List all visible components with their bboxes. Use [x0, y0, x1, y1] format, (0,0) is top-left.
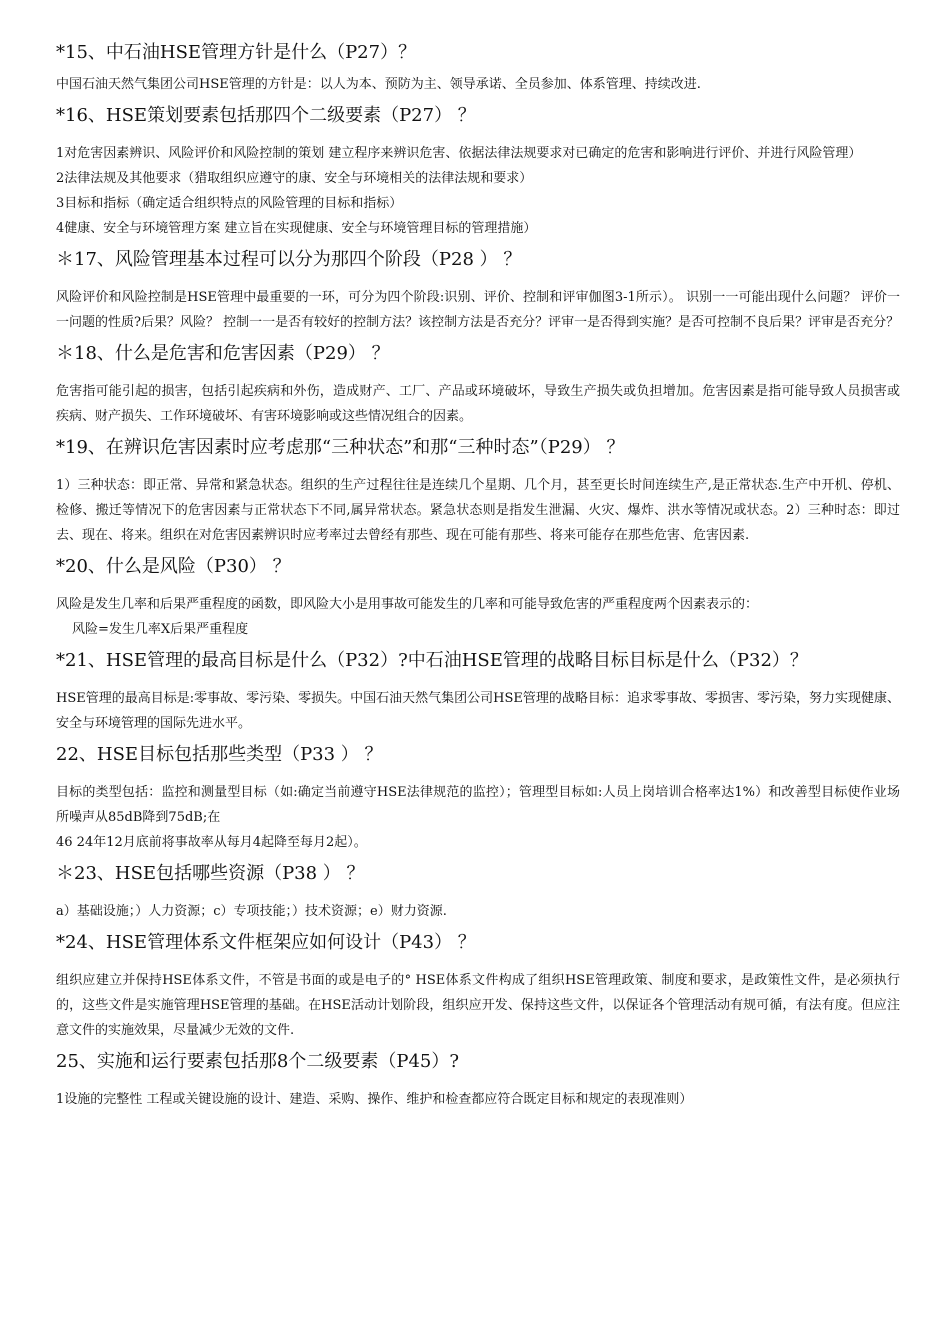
- question-21: *21、HSE管理的最高目标是什么（P32）?中石油HSE管理的战略目标目标是什么（P32）？: [56, 650, 808, 671]
- question-22: 22、HSE目标包括那些类型（P33 ） ？: [56, 744, 383, 765]
- answer-22: 目标的类型包括：监控和测量型目标（如:确定当前遵守HSE法律规范的监控）；管理型目标如:人员上岗培训合格率达1%）和改善型目标使作业场所噪声从85dB降到75dB;在: [56, 785, 900, 825]
- answer-22-continued: 46 24年12月底前将事故率从每月4起降至每月2起）。: [56, 835, 367, 850]
- question-18: ＊18、什么是危害和危害因素（P29） ？: [56, 343, 390, 364]
- question-19: *19、在辨识危害因素时应考虑那“三种状态”和那“三种时态”（P29） ？: [56, 437, 625, 458]
- question-20: *20、什么是风险（P30） ？: [56, 556, 291, 577]
- answer-23: a）基础设施；）人力资源；c）专项技能；）技术资源；e）财力资源.: [56, 904, 447, 919]
- answer-19: 1）三种状态：即正常、异常和紧急状态。组织的生产过程往往是连续几个星期、几个月，甚至更长时间连续生产,是正常状态.生产中开机、停机、检修、搬迁等情况下的危害因素与正常状态下不同,属异常状态。紧急状态则是指发生泄漏、火灾、爆炸、洪水等情况或状态。2）三种时态：即过去、现在、将来。组织在对危害因素辨识时应考率过去曾经有那些、现在可能有那些、将来可能存在那些危害、危害因素.: [56, 478, 900, 543]
- answer-16-item-4: 4健康、安全与环境管理方案 建立旨在实现健康、安全与环境管理目标的管理措施）: [56, 221, 537, 236]
- answer-16-item-2: 2法律法规及其他要求（猎取组织应遵守的康、安全与环境相关的法律法规和要求）: [56, 171, 533, 186]
- answer-20: 风险是发生几率和后果严重程度的函数，即风险大小是用事故可能发生的几率和可能导致危害的严重程度两个因素表示的：: [56, 597, 759, 612]
- question-24: *24、HSE管理体系文件框架应如何设计（P43） ？: [56, 932, 476, 953]
- answer-25-item-1: 1设施的完整性 工程或关键设施的设计、建造、采购、操作、维护和检查都应符合既定目标和规定的表现准则）: [56, 1092, 693, 1107]
- answer-18: 危害指可能引起的损害，包括引起疾病和外伤，造成财产、工厂、产品或环境破坏，导致生产损失或负担增加。危害因素是指可能导致人员损害或疾病、财产损失、工作环境破坏、有害环境影响或这些情况组合的因素。: [56, 384, 900, 424]
- question-25: 25、实施和运行要素包括那8个二级要素（P45）?: [56, 1051, 460, 1072]
- answer-16-item-3: 3目标和指标（确定适合组织特点的风险管理的目标和指标）: [56, 196, 403, 211]
- question-15: *15、中石油HSE管理方针是什么（P27）？: [56, 42, 417, 63]
- question-17: ＊17、风险管理基本过程可以分为那四个阶段（P28 ） ？: [56, 249, 522, 270]
- answer-17: 风险评价和风险控制是HSE管理中最重要的一环，可分为四个阶段:识别、评价、控制和评审伽图3-1所示）。 识别一一可能出现什么问题？ 评价一一问题的性质?后果？风险？ 控制一一是否有较好的控制方法？该控制方法是否充分？评审一是否得到实施？是否可控制不良后果？评审是否充分？: [56, 290, 900, 330]
- question-23: ＊23、HSE包括哪些资源（P38 ） ？: [56, 863, 365, 884]
- answer-16-item-1: 1对危害因素辨识、风险评价和风险控制的策划 建立程序来辨识危害、依据法律法规要求对已确定的危害和影响进行评价、并进行风险管理）: [56, 146, 862, 161]
- question-16: *16、HSE策划要素包括那四个二级要素（P27） ？: [56, 105, 476, 126]
- answer-21: HSE管理的最高目标是:零事故、零污染、零损失。中国石油天然气集团公司HSE管理的战略目标：追求零事故、零损害、零污染，努力实现健康、安全与环境管理的国际先进水平。: [56, 691, 900, 731]
- answer-15: 中国石油天然气集团公司HSE管理的方针是：以人为本、预防为主、领导承诺、全员参加、体系管理、持续改进.: [56, 77, 701, 92]
- answer-20-formula: 风险=发生几率X后果严重程度: [72, 622, 249, 637]
- answer-24: 组织应建立并保持HSE体系文件，不管是书面的或是电子的° HSE体系文件构成了组织HSE管理政策、制度和要求，是政策性文件，是必须执行的，这些文件是实施管理HSE管理的基础。在HSE活动计划阶段，组织应开发、保持这些文件，以保证各个管理活动有规可循，有法有度。但应注意文件的实施效果，尽量减少无效的文件.: [56, 973, 900, 1038]
